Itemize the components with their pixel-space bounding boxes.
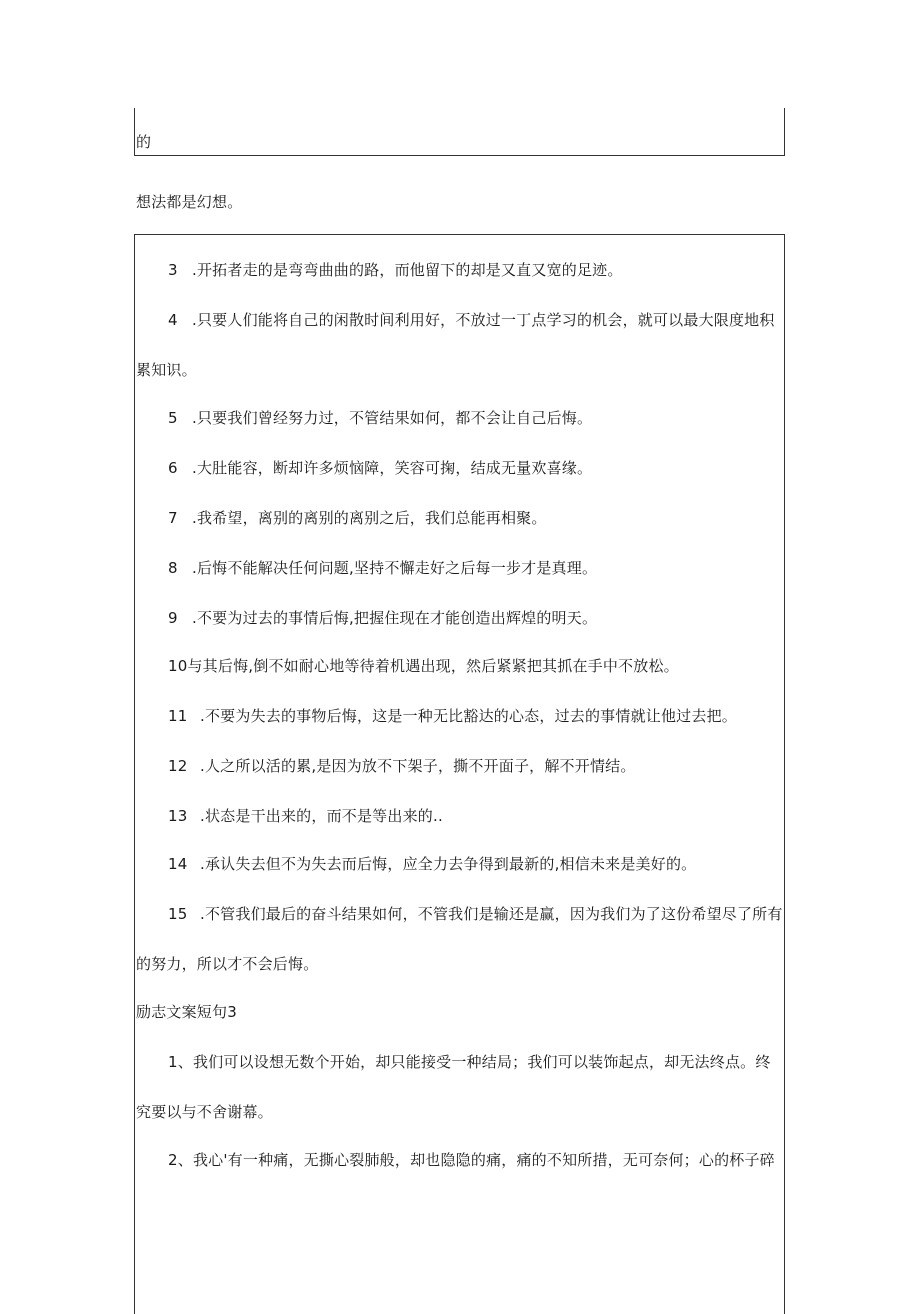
- list-item: [168, 656, 679, 676]
- item-text: 1、我们可以设想无数个开始，却只能接受一种结局；我们可以装饰起点，却无法终点。终: [168, 1053, 771, 1071]
- item-number: 3: [168, 261, 178, 279]
- item-number: 12: [168, 757, 188, 775]
- list-item: [168, 806, 443, 826]
- list-item: [168, 706, 737, 726]
- list-item: [168, 608, 597, 628]
- item-text: .只要我们曾经努力过，不管结果如何，都不会让自己后悔。: [192, 409, 593, 427]
- item-text: .大肚能容，断却许多烦恼障，笑容可掬，结成无量欢喜缘。: [192, 459, 593, 477]
- item-text: .后悔不能解决任何问题,坚持不懈走好之后每一步才是真理。: [192, 559, 598, 577]
- item-text: .人之所以活的累,是因为放不下架子，撕不开面子，解不开情结。: [200, 757, 636, 775]
- item-number: 14: [168, 855, 188, 873]
- item-number: 15: [168, 905, 188, 923]
- item-text: .不要为过去的事情后悔,把握住现在才能创造出辉煌的明天。: [192, 609, 598, 627]
- item-number: 8: [168, 559, 178, 577]
- item-number: 9: [168, 609, 178, 627]
- list-item: [168, 408, 592, 428]
- item-text: .只要人们能将自己的闲散时间利用好，不放过一丁点学习的机会，就可以最大限度地积: [192, 311, 775, 329]
- list-item: [168, 508, 547, 528]
- item-text: .状态是干出来的，而不是等出来的..: [200, 807, 443, 825]
- list-item: [168, 458, 592, 478]
- fragment-text: 的: [136, 133, 152, 151]
- item-text: .不管我们最后的奋斗结果如何，不管我们是输还是赢，因为我们为了这份希望尽了所有: [200, 905, 783, 923]
- item-number: 7: [168, 509, 178, 527]
- list-item: [168, 310, 775, 330]
- item-text: 10与其后悔,倒不如耐心地等待着机遇出现，然后紧紧把其抓在手中不放松。: [168, 657, 679, 675]
- item-text: .开拓者走的是弯弯曲曲的路，而他留下的却是又直又宽的足迹。: [192, 261, 623, 279]
- list-item: [168, 260, 623, 280]
- list-item: [168, 558, 597, 578]
- list-item: [168, 756, 636, 776]
- list-item: [168, 1150, 775, 1170]
- item-text: 2、我心'有一种痛，无撕心裂肺般，却也隐隐的痛，痛的不知所措，无可奈何；心的杯子碎: [168, 1151, 775, 1169]
- item-text-continuation: 的努力，所以才不会后悔。: [136, 955, 319, 973]
- table-cell-fragment: [134, 108, 785, 156]
- section-title: 励志文案短句3: [136, 1003, 237, 1021]
- list-item: [168, 854, 696, 874]
- list-item: [168, 904, 783, 924]
- item-text: .不要为失去的事物后悔，这是一种无比豁达的心态，过去的事情就让他过去把。: [200, 707, 737, 725]
- item-number: 6: [168, 459, 178, 477]
- item-text: .我希望，离别的离别的离别之后，我们总能再相聚。: [192, 509, 547, 527]
- item-text-continuation: 累知识。: [136, 361, 197, 379]
- list-item: [168, 1052, 771, 1072]
- item-text-continuation: 究要以与不舍谢幕。: [136, 1103, 273, 1121]
- item-text: .承认失去但不为失去而后悔，应全力去争得到最新的,相信未来是美好的。: [200, 855, 697, 873]
- item-number: 5: [168, 409, 178, 427]
- paragraph-continuation: 想法都是幻想。: [136, 193, 243, 211]
- item-number: 4: [168, 311, 178, 329]
- item-number: 11: [168, 707, 188, 725]
- item-number: 13: [168, 807, 188, 825]
